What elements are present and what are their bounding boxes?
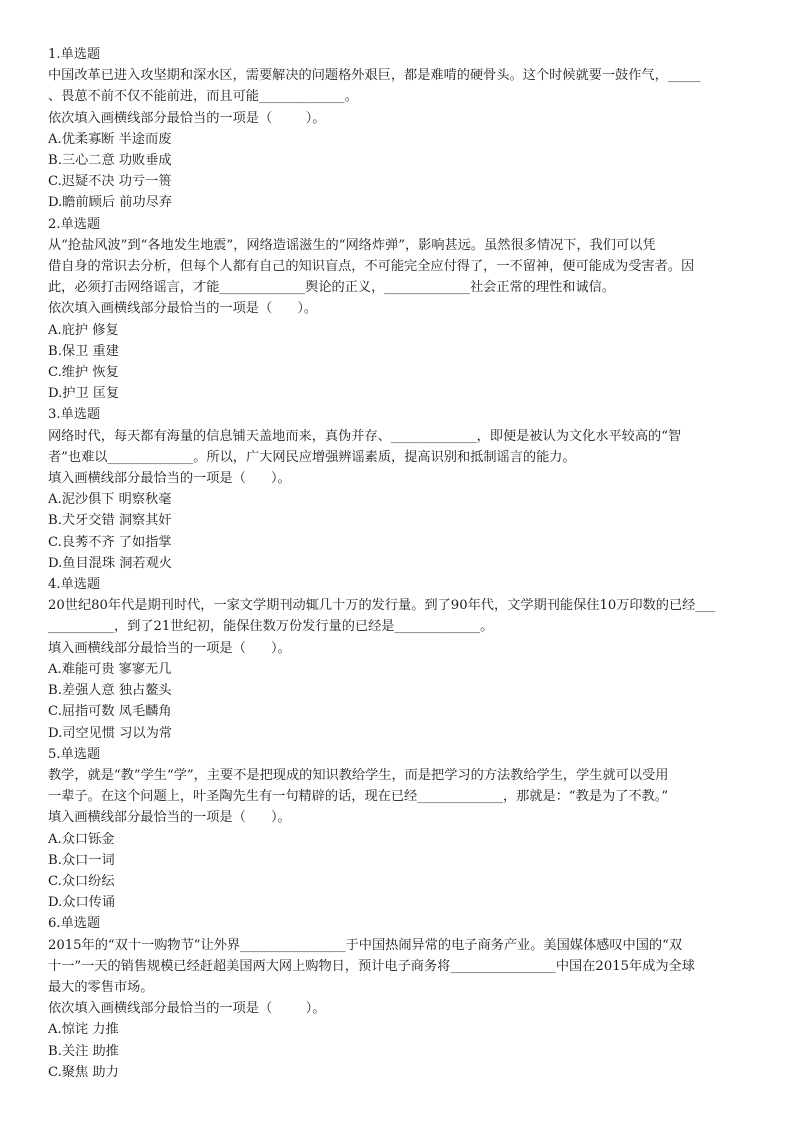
text-line: 者”也难以_____________。所以，广大网民应增强辨谣素质，提高识别和抵制谣言的能力。: [48, 449, 576, 465]
text-line: 中国改革已进入攻坚期和深水区，需要解决的问题格外艰巨，都是难啃的硬骨头。这个时候就要一鼓作气，_____: [48, 68, 701, 84]
text-line: 、畏葸不前不仅不能前进，而且可能_____________。: [48, 89, 358, 105]
text-line: 依次填入画横线部分最恰当的一项是（ ）。: [48, 1001, 326, 1017]
text-line: 此，必须打击网络谣言，才能_____________舆论的正义，_____________社会正常的理性和诚信。: [48, 280, 616, 296]
text-line: A.众口铄金: [48, 831, 115, 847]
text-line: 网络时代，每天都有海量的信息铺天盖地而来，真伪并存、_____________，即便是被认为文化水平较高的“智: [48, 428, 682, 444]
text-line: 填入画横线部分最恰当的一项是（ ）。: [48, 810, 291, 826]
text-line: 从“抢盐风波”到“各地发生地震”，网络造谣滋生的“网络炸弹”，影响甚远。虽然很多情况下，我们可以凭: [48, 237, 656, 253]
text-line: A.难能可贵 寥寥无几: [48, 661, 172, 677]
text-line: B.众口一词: [48, 852, 115, 868]
text-line: 5.单选题: [48, 746, 101, 762]
text-line: D.司空见惯 习以为常: [48, 725, 172, 741]
text-line: A.优柔寡断 半途而废: [48, 131, 172, 147]
text-line: 3.单选题: [48, 407, 101, 423]
text-line: B.三心二意 功败垂成: [48, 153, 172, 169]
text-line: 十一”一天的销售规模已经赶超美国两大网上购物日，预计电子商务将________________中国在2015年成为全球: [48, 958, 695, 974]
text-line: 填入画横线部分最恰当的一项是（ ）。: [48, 640, 291, 656]
text-line: 最大的零售市场。: [48, 979, 154, 995]
text-line: A.惊诧 力推: [48, 1022, 119, 1038]
text-line: B.犬牙交错 洞察其奸: [48, 513, 172, 529]
text-line: 一辈子。在这个问题上，叶圣陶先生有一句精辟的话，现在已经_____________，那就是：“教是为了不教。”: [48, 789, 669, 805]
text-line: D.瞻前顾后 前功尽弃: [48, 195, 172, 211]
text-line: B.关注 助推: [48, 1043, 119, 1059]
text-line: C.迟疑不决 功亏一篑: [48, 174, 172, 190]
text-line: 4.单选题: [48, 577, 101, 593]
exam-document: [48, 44, 764, 1083]
text-line: C.维护 恢复: [48, 365, 119, 381]
text-line: B.保卫 重建: [48, 343, 119, 359]
text-line: 依次填入画横线部分最恰当的一项是（ ）。: [48, 110, 326, 126]
text-line: 填入画横线部分最恰当的一项是（ ）。: [48, 471, 291, 487]
text-line: C.良莠不齐 了如指掌: [48, 534, 172, 550]
text-line: C.众口纷纭: [48, 873, 115, 889]
text-line: 依次填入画横线部分最恰当的一项是（ ）。: [48, 301, 318, 317]
text-line: 借自身的常识去分析，但每个人都有自己的知识盲点，不可能完全应付得了，一不留神，便可能成为受害者。因: [48, 259, 695, 275]
text-line: 2015年的“双十一购物节”让外界________________于中国热闹异常的电子商务产业。美国媒体感叹中国的“双: [48, 937, 683, 953]
text-line: D.鱼目混珠 洞若观火: [48, 555, 172, 571]
text-line: B.差强人意 独占鳌头: [48, 683, 172, 699]
text-line: 教学，就是“教”学生“学”，主要不是把现成的知识教给学生，而是把学习的方法教给学生，学生就可以受用: [48, 767, 669, 783]
text-line: D.护卫 匡复: [48, 386, 120, 402]
text-line: D.众口传诵: [48, 895, 116, 911]
text-line: C.屈指可数 凤毛麟角: [48, 704, 172, 720]
text-line: A.泥沙俱下 明察秋毫: [48, 492, 172, 508]
text-line: 1.单选题: [48, 47, 101, 62]
text-line: 2.单选题: [48, 216, 101, 232]
text-line: 6.单选题: [48, 916, 101, 932]
text-line: C.聚焦 助力: [48, 1064, 119, 1080]
text-line: 20世纪80年代是期刊时代，一家文学期刊动辄几十万的发行量。到了90年代，文学期刊能保住10万印数的已经___: [48, 598, 716, 614]
text-line: A.庇护 修复: [48, 322, 119, 338]
text-line: __________，到了21世纪初，能保住数万份发行量的已经是_____________。: [48, 619, 494, 635]
